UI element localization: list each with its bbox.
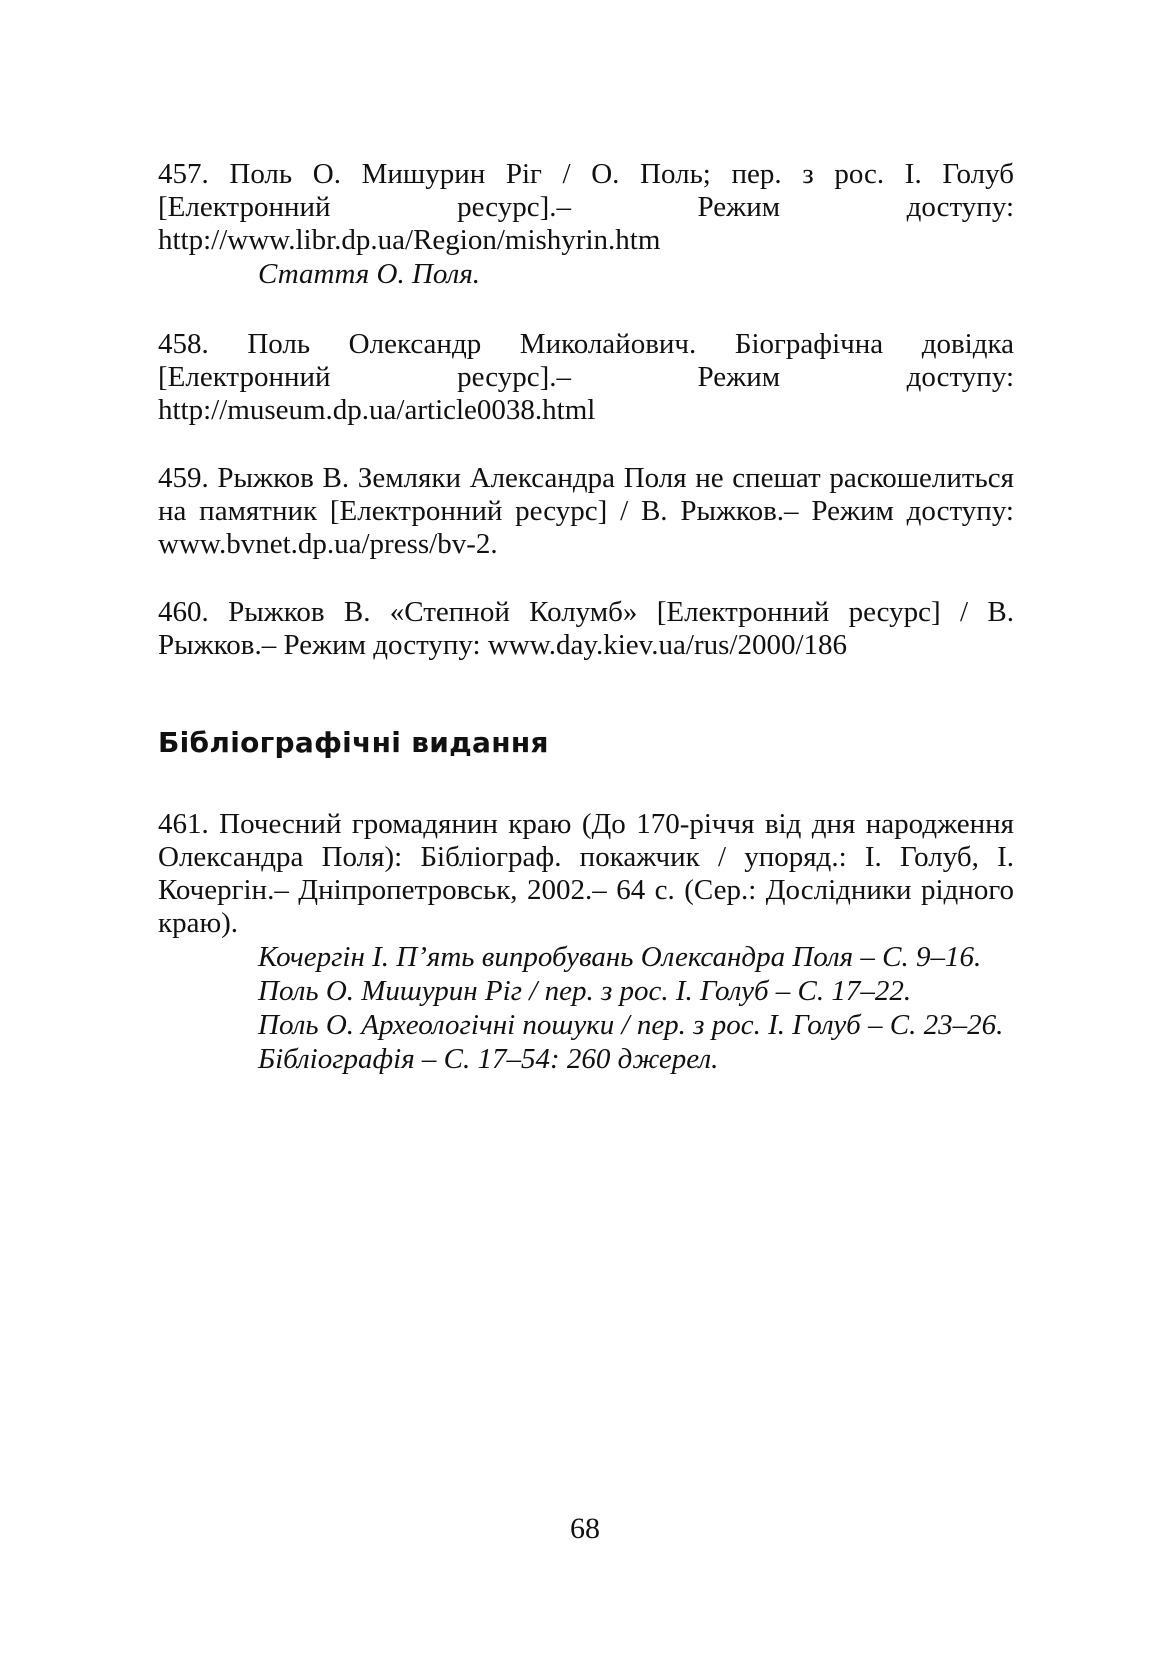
bibliography-entry-459 bbox=[158, 462, 1014, 561]
entry-461-note: Бібліографія – С. 17–54: 260 джерел. bbox=[258, 1043, 719, 1075]
entry-457-notes bbox=[158, 257, 1014, 291]
entry-457-url: http://www.libr.dp.ua/Region/mishyrin.htm bbox=[158, 224, 661, 256]
bibliography-entry-460 bbox=[158, 596, 1014, 662]
entry-458-url: http://museum.dp.ua/article0038.html bbox=[158, 394, 596, 426]
entry-458-text: 458. Поль Олександр Миколайович. Біографічна довідка [Електронний ресурс].– Режим доступу: bbox=[158, 328, 1014, 393]
entry-461-note: Кочергін І. П’ять випробувань Олександра Поля – С. 9–16. bbox=[258, 941, 982, 973]
bibliography-entry-457 bbox=[158, 158, 1014, 291]
entry-457-note: Стаття О. Поля. bbox=[258, 258, 481, 290]
entry-461-text: 461. Почесний громадянин краю (До 170-річчя від дня народження Олександра Поля): Бібліограф. покажчик / упоряд.: І. Голуб, І. Кочергін.– Дніпропетровськ, 2002.– 64 с. (Сер.: Дослідники рідного краю). bbox=[158, 808, 1014, 939]
entry-460-text: 460. Рыжков В. «Степной Колумб» [Електронний ресурс] / В. Рыжков.– Режим доступу: www.day.kiev.ua/rus/2000/186 bbox=[158, 596, 1014, 661]
entry-461-note: Поль О. Археологічні пошуки / пер. з рос. І. Голуб – С. 23–26. bbox=[258, 1009, 1004, 1041]
entry-461-note: Поль О. Мишурин Ріг / пер. з рос. І. Голуб – С. 17–22. bbox=[258, 975, 912, 1007]
entry-457-text: 457. Поль О. Мишурин Ріг / О. Поль; пер. з рос. І. Голуб [Електронний ресурс].– Режим доступу: bbox=[158, 158, 1014, 223]
bibliography-entry-458 bbox=[158, 328, 1014, 427]
entry-459-text: 459. Рыжков В. Земляки Александра Поля не спешат раскошелиться на памятник [Електронний ресурс] / В. Рыжков.– Режим доступу: www.bvnet.dp.ua/press/bv-2. bbox=[158, 462, 1014, 560]
section-heading: Бібліографічні видання bbox=[158, 726, 549, 759]
bibliography-entry-461 bbox=[158, 808, 1014, 1076]
entry-461-notes bbox=[158, 940, 1014, 1076]
page-number: 68 bbox=[570, 1512, 600, 1545]
